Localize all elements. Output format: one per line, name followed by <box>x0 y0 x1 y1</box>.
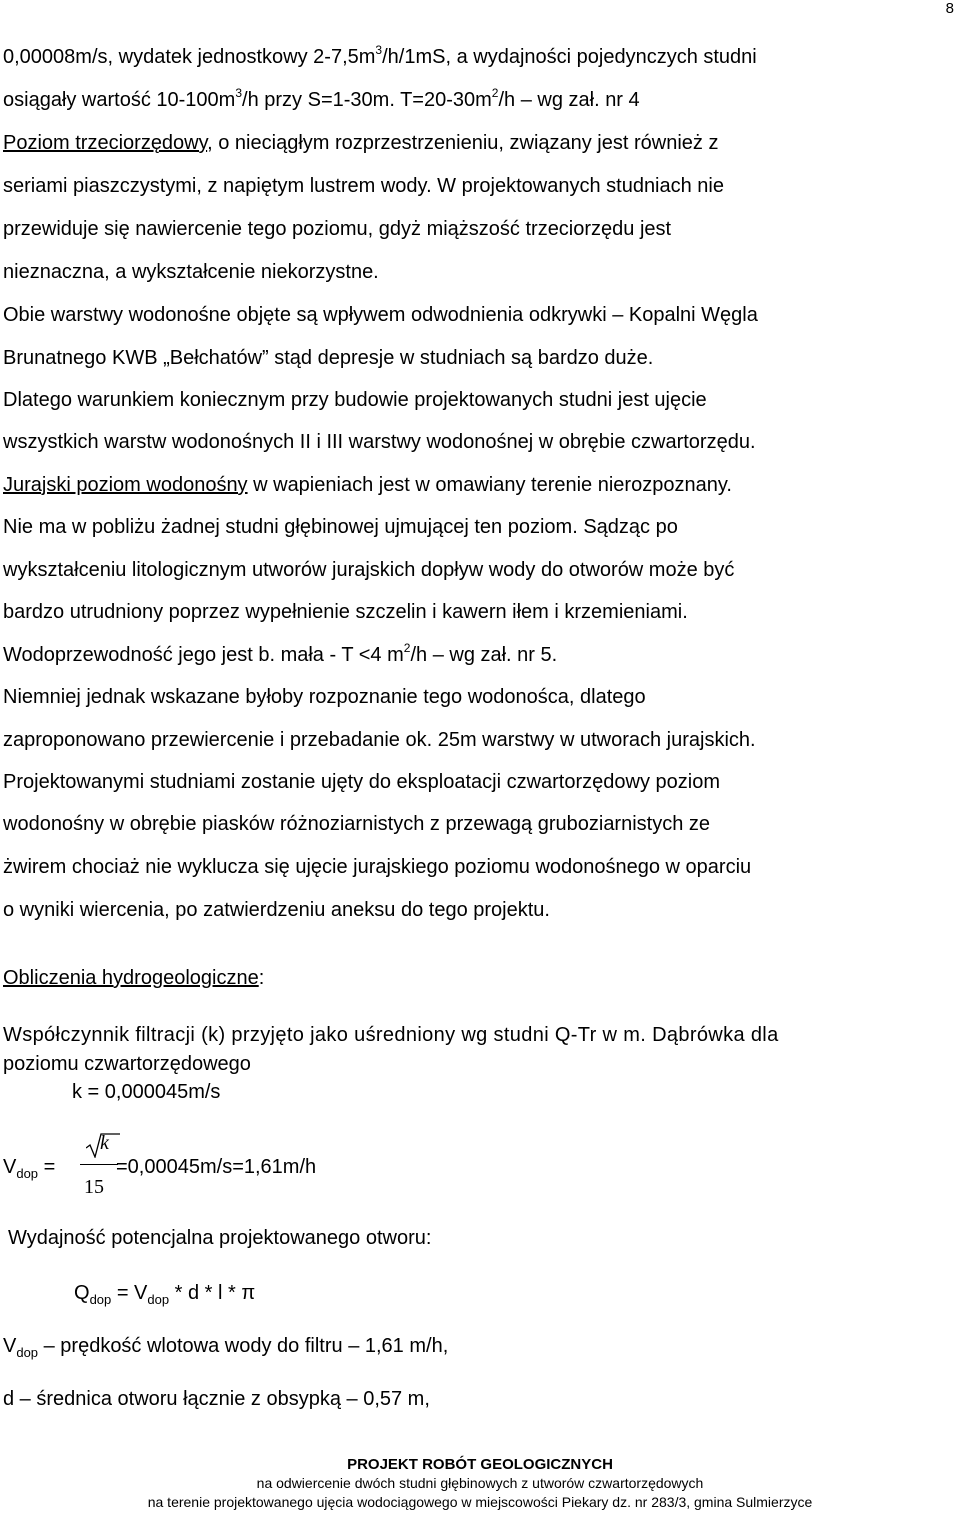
text-line: Poziom trzeciorzędowy, o nieciągłym rozprzestrzenieniu, związany jest również z <box>3 132 719 154</box>
vdop-result: =0,00045m/s=1,61m/h <box>116 1156 317 1178</box>
vdop-description: $V_{dop}$ – prędkość wlotowa wody do filtru – 1,61 m/h, <box>3 1335 449 1360</box>
tertiary-level-heading: Poziom trzeciorzędowy <box>3 132 208 154</box>
text-line: poziomu czwartorzędowego <box>3 1053 251 1075</box>
fraction-denominator: 15 <box>84 1176 104 1198</box>
text-line: Projektowanymi studniami zostanie ujęty do eksploatacji czwartorzędowy poziom <box>3 771 720 793</box>
text-line: Jurajski poziom wodonośny w wapieniach jest w omawiany terenie nierozpoznany. <box>3 474 732 496</box>
fraction-bar <box>80 1164 118 1165</box>
text-line: wszystkich warstw wodonośnych II i III warstwy wodonośnej w obrębie czwartorzędu. <box>3 431 756 453</box>
jurassic-level-heading: Jurajski poziom wodonośny <box>3 474 248 496</box>
text-line: nieznaczna, a wykształcenie niekorzystne. <box>3 261 379 283</box>
text-line: Wydajność potencjalna projektowanego otworu: <box>8 1227 432 1249</box>
qdop-formula: $Q_{dop} = V_{dop} * d * l * \pi$ <box>74 1282 256 1307</box>
text-line: Wodoprzewodność jego jest b. mała - T <4 $m^2/h$ – wg zał. nr 5. <box>3 641 558 666</box>
sqrt-fraction <box>78 1128 120 1208</box>
page-number: 8 <box>945 0 954 17</box>
text-line: osiągały wartość $10-100m^3/h$ przy S=1-30m. $T=20-30m^2/h$ – wg zał. nr 4 <box>3 86 640 111</box>
k-value: k = 0,000045m/s <box>72 1081 221 1103</box>
text-line: wodonośny w obrębie piasków różnoziarnistych z przewagą gruboziarnistych ze <box>3 813 711 835</box>
vdop-formula: $V_{dop}$ = <box>3 1156 56 1181</box>
text-line: przewiduje się nawiercenie tego poziomu, gdyż miąższość trzeciorzędu jest <box>3 218 672 240</box>
text-line: Obie warstwy wodonośne objęte są wpływem odwodnienia odkrywki – Kopalni Węgla <box>3 304 758 326</box>
text-line: zaproponowano przewiercenie i przebadanie ok. 25m warstwy w utworach jurajskich. <box>3 729 756 751</box>
text-line: Współczynnik filtracji (k) przyjęto jako uśredniony wg studni Q-Tr w m. Dąbrówka dla <box>3 1024 779 1046</box>
text-line: żwirem chociaż nie wyklucza się ujęcie jurajskiego poziomu wodonośnego w oparciu <box>3 856 752 878</box>
footer-line: na odwiercenie dwóch studni głębinowych z utworów czwartorzędowych <box>256 1475 704 1491</box>
fraction-numerator: k <box>100 1132 109 1154</box>
text-line: bardzo utrudniony poprzez wypełnienie szczelin i kawern iłem i krzemieniami. <box>3 601 688 623</box>
footer-title: PROJEKT ROBÓT GEOLOGICZNYCH <box>347 1456 613 1473</box>
text-line: Niemniej jednak wskazane byłoby rozpoznanie tego wodonośca, dlatego <box>3 686 646 708</box>
text-line: Brunatnego KWB „Bełchatów” stąd depresje w studniach są bardzo duże. <box>3 347 654 369</box>
text-line: seriami piaszczystymi, z napiętym lustrem wody. W projektowanych studniach nie <box>3 175 724 197</box>
text-line: Dlatego warunkiem koniecznym przy budowie projektowanych studni jest ujęcie <box>3 389 707 411</box>
text-line: o wyniki wiercenia, po zatwierdzeniu aneksu do tego projektu. <box>3 899 550 921</box>
d-description: d – średnica otworu łącznie z obsypką – 0,57 m, <box>3 1388 430 1410</box>
text-line: Nie ma w pobliżu żadnej studni głębinowej ujmującej ten poziom. Sądząc po <box>3 516 678 538</box>
text-line: 0,00008m/s, wydatek jednostkowy $2-7,5m^3/h/1mS$, a wydajności pojedynczych studni <box>3 43 757 68</box>
footer-line: na terenie projektowanego ujęcia wodociągowego w miejscowości Piekary dz. nr 283/3, gmina Sulmierzyce <box>147 1494 813 1510</box>
text-line: wykształceniu litologicznym utworów jurajskich dopływ wody do otworów może być <box>3 559 735 581</box>
section-heading: Obliczenia hydrogeologiczne: <box>3 967 265 989</box>
